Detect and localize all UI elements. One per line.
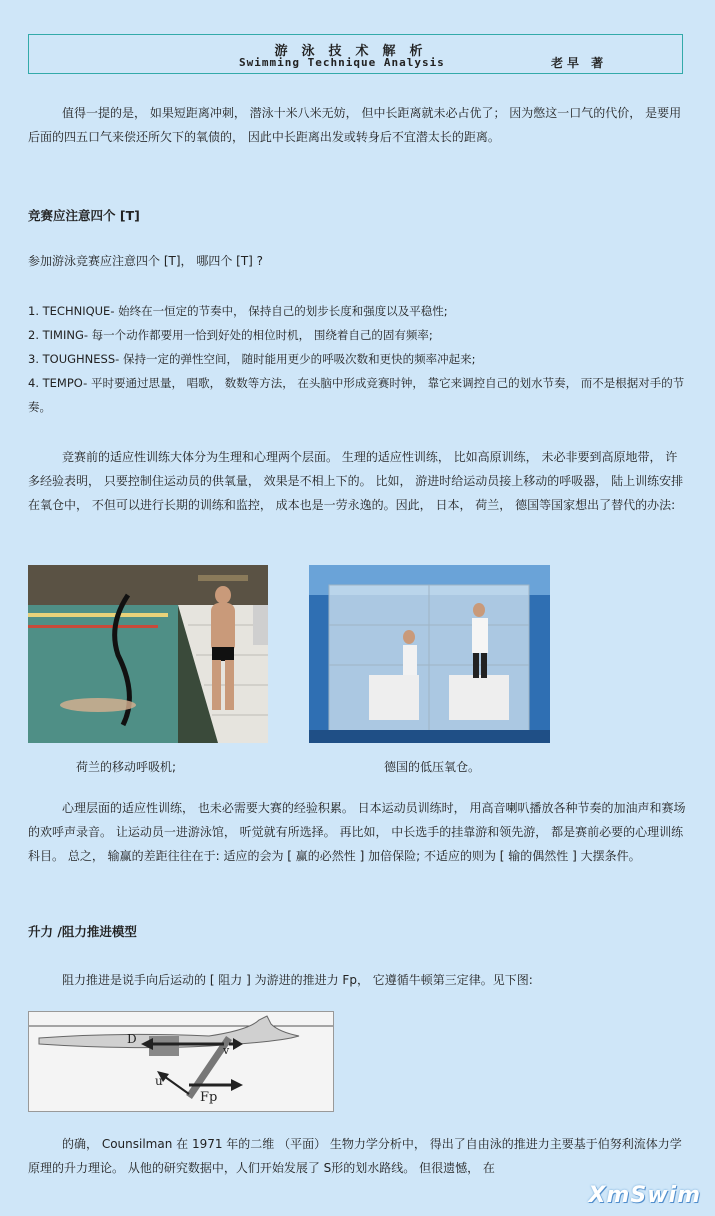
title-english: Swimming Technique Analysis bbox=[239, 56, 445, 69]
list-item: 2. TIMING- 每一个动作都要用一恰到好处的相位时机， 围绕着自己的固有频率; bbox=[28, 328, 433, 342]
list-item: 4. TEMPO- 平时要通过思量， 唱歌， 数数等方法， 在头脑中形成竞赛时钟， 靠它来调控自己的划水节奏， 而不是根据对手的节奏。 bbox=[28, 376, 685, 414]
paragraph-breath: 值得一提的是， 如果短距离冲刺， 潜泳十米八米无妨， 但中长距离就未必占优了； 因为憋这一口气的代价， 是要用后面的四五口气来偿还所欠下的氧债的， 因此中长距离出发或转身后不宜潜太长的距离。 bbox=[28, 106, 682, 144]
diagram-label-d: D bbox=[127, 1032, 137, 1046]
caption-left: 荷兰的移动呼吸机; bbox=[76, 760, 177, 774]
diagram-label-fp: Fp bbox=[200, 1090, 218, 1105]
xmswim-logo: XmSwim bbox=[588, 1183, 701, 1208]
list-item: 3. TOUGHNESS- 保持一定的弹性空间， 随时能用更少的呼吸次数和更快的频率冲起来; bbox=[28, 352, 476, 366]
title-box bbox=[28, 34, 683, 74]
paragraph-physiological-training: 竞赛前的适应性训练大体分为生理和心理两个层面。 生理的适应性训练， 比如高原训练， 未必非要到高原地带， 许多经验表明， 只要控制住运动员的供氧量， 效果是不相上下的。 比如， 游进时给运动员接上移动的呼吸器， 陆上训练安排在氧仓中， 不但可以进行长期的训练和监控， 成本也是一劳永逸的。因此， 日本， 荷兰， 德国等国家想出了替代的办法: bbox=[28, 450, 684, 512]
paragraph-psychological-training: 心理层面的适应性训练， 也未必需要大赛的经验积累。 日本运动员训练时， 用高音喇叭播放各种节奏的加油声和赛场的欢呼声录音。 让运动员一进游泳馆， 听觉就有所选择。 再比如， 中长选手的挂靠游和领先游， 都是赛前必要的心理训练科目。 总之， 输赢的差距往往在于: 适应的会为 [ 赢的必然性 ] 加倍保险; 不适应的则为 [ 输的偶然性 ] 大摆条件。 bbox=[28, 801, 686, 863]
diagram-drag-propulsion bbox=[28, 1011, 334, 1112]
diagram-label-v: v bbox=[223, 1044, 230, 1057]
paragraph-counsilman: 的确， Counsilman 在 1971 年的二维 （平面） 生物力学分析中， 得出了自由泳的推进力主要基于伯努利流体力学原理的升力理论。 从他的研究数据中，人们开始发展了 S形的划水路线。 但很遗憾， 在 bbox=[28, 1137, 682, 1175]
title-chinese: 游泳技术解析 bbox=[274, 44, 437, 59]
paragraph-four-t-question: 参加游泳竞赛应注意四个 [T]， 哪四个 [T] ? bbox=[28, 254, 264, 268]
list-item: 1. TECHNIQUE- 始终在一恒定的节奏中， 保持自己的划步长度和强度以及平稳性; bbox=[28, 304, 448, 318]
diagram-label-u: u bbox=[155, 1074, 163, 1088]
caption-right: 德国的低压氧仓。 bbox=[384, 760, 481, 774]
section-heading-lift-drag: 升力 /阻力推进模型 bbox=[28, 924, 137, 939]
paragraph-drag-propulsion: 阻力推进是说手向后运动的 [ 阻力 ] 为游进的推进力 Fp， 它遵循牛顿第三定律。见下图: bbox=[62, 973, 533, 987]
photo-low-pressure-chamber bbox=[309, 565, 550, 743]
section-heading-four-t: 竞赛应注意四个 [T] bbox=[28, 208, 140, 223]
photo-mobile-breathing-machine bbox=[28, 565, 268, 743]
author: 老早 著 bbox=[551, 56, 608, 70]
